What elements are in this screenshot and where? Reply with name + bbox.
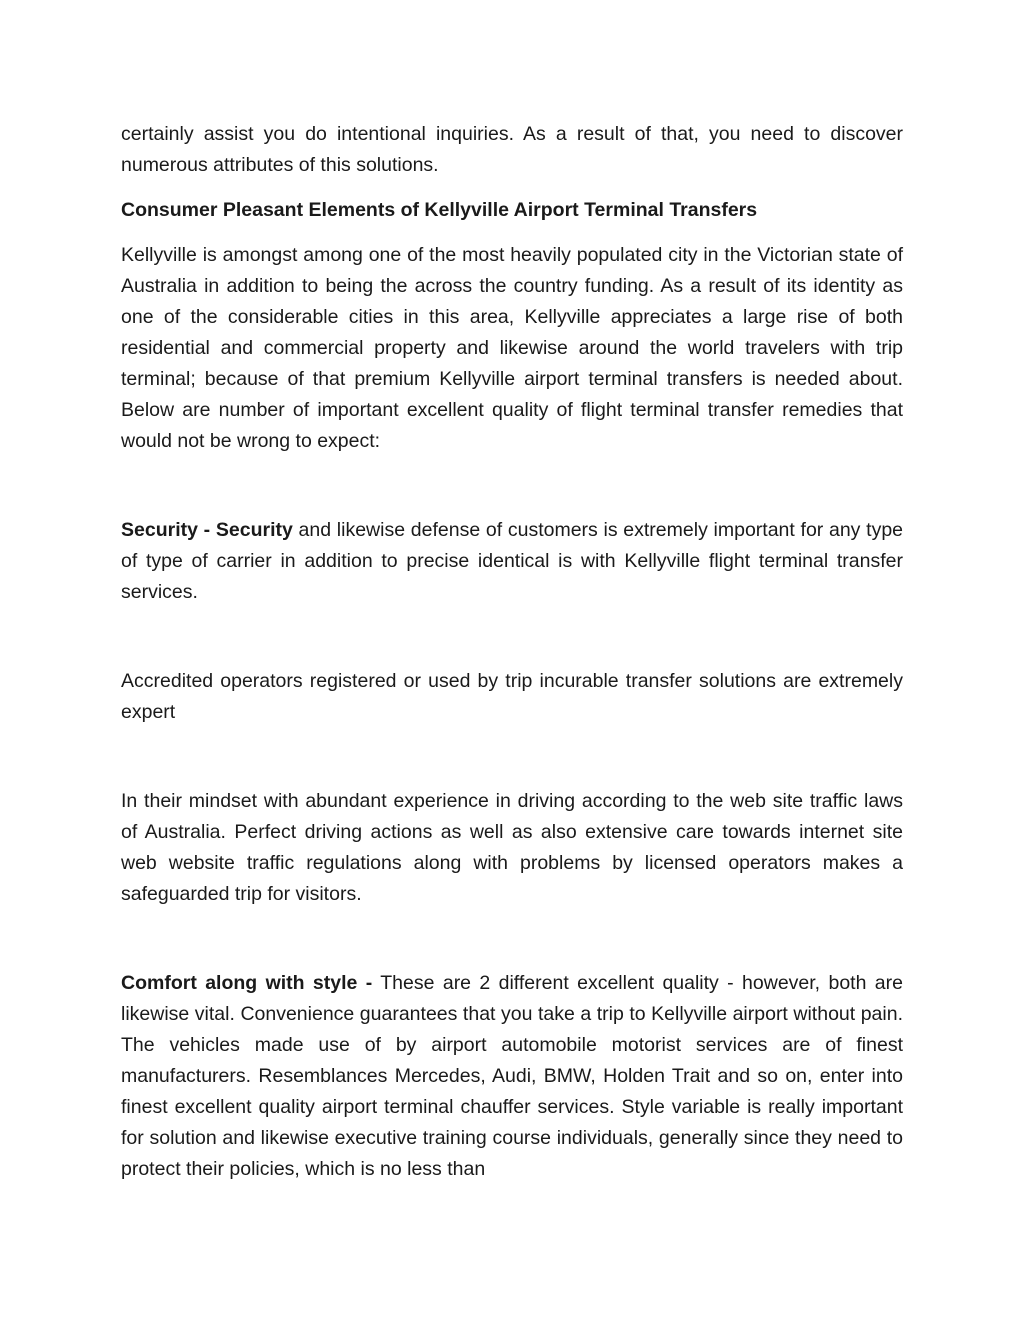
security-paragraph bbox=[121, 515, 903, 608]
document-body bbox=[121, 119, 903, 1185]
security-text: and likewise defense of customers is extremely important for any type of type of carrier in addition to precise identical is with Kellyville flight terminal transfer services. bbox=[121, 519, 904, 603]
section-heading: Consumer Pleasant Elements of Kellyville Airport Terminal Transfers bbox=[121, 199, 758, 221]
intro-paragraph: certainly assist you do intentional inquiries. As a result of that, you need to discover numerous attributes of this solutions. bbox=[121, 123, 903, 176]
security-lead: Security - Security bbox=[121, 519, 293, 541]
kellyville-paragraph: Kellyville is amongst among one of the most heavily populated city in the Victorian state of Australia in addition to being the across the country funding. As a result of its identity as one of the considerable cities in this area, Kellyville appreciates a large rise of both residential and commercial property and likewise around the world travelers with trip terminal; because of that premium Kellyville airport terminal transfers is needed about. Below are number of important excellent quality of flight terminal transfer remedies that would not be wrong to expect: bbox=[121, 244, 903, 452]
comfort-paragraph bbox=[121, 968, 903, 1185]
accredited-paragraph: Accredited operators registered or used by trip incurable transfer solutions are extremely expert bbox=[121, 670, 903, 723]
mindset-paragraph: In their mindset with abundant experience in driving according to the web site traffic laws of Australia. Perfect driving actions as well as also extensive care towards internet site web website traffic regulations along with problems by licensed operators makes a safeguarded trip for visitors. bbox=[121, 790, 903, 905]
comfort-text: These are 2 different excellent quality - however, both are likewise vital. Convenience guarantees that you take a trip to Kellyville airport without pain. The vehicles made use of by airport automobile motorist services are of finest manufacturers. Resemblances Mercedes, Audi, BMW, Holden Trait and so on, enter into finest excellent quality airport terminal chauffer services. Style variable is really important for solution and likewise executive training course individuals, generally since they need to protect their policies, which is no less than bbox=[121, 972, 903, 1180]
comfort-lead: Comfort along with style - bbox=[121, 972, 373, 994]
